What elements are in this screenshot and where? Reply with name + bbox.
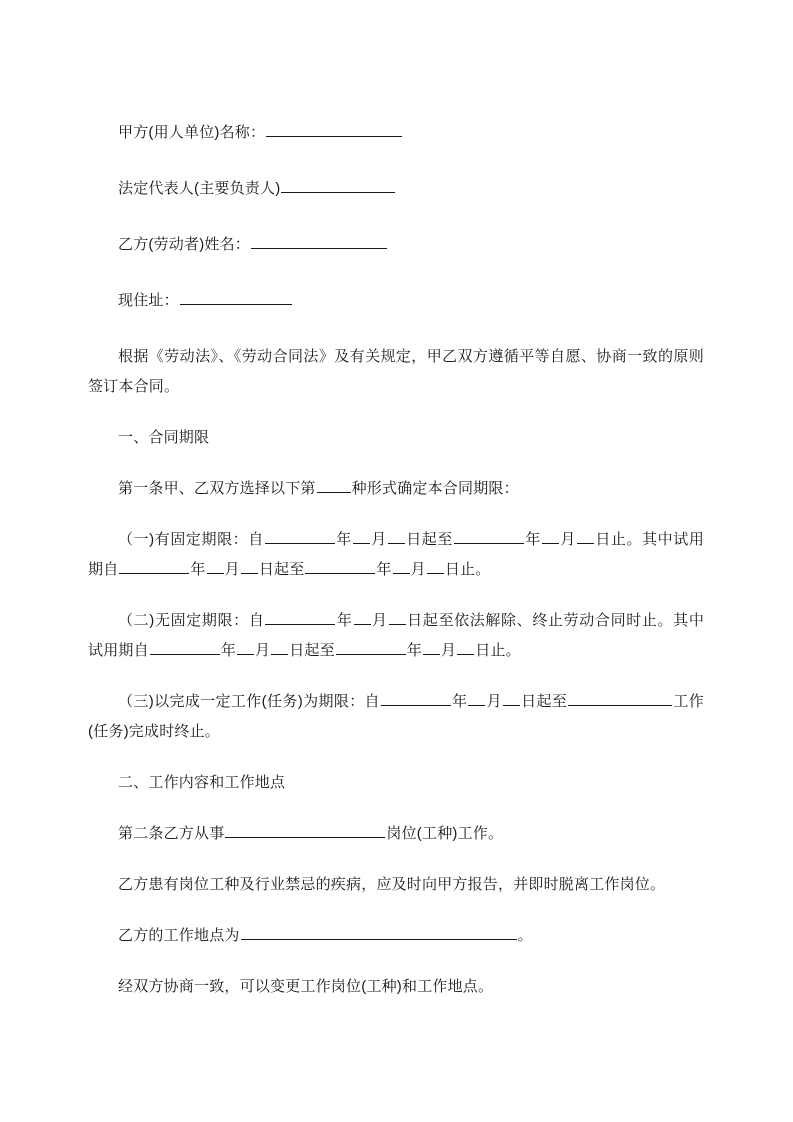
text-run: 日起至 xyxy=(289,642,335,659)
text-run: 日起至 xyxy=(405,531,453,548)
fill-in-blank[interactable] xyxy=(389,609,406,625)
text-run: 年 xyxy=(524,531,541,548)
text-run: 种形式确定本合同期限： xyxy=(351,480,519,497)
fill-in-blank[interactable] xyxy=(305,558,375,574)
text-run: （三)以完成一定工作(任务)为期限：自 xyxy=(118,693,380,710)
field-line-2 xyxy=(88,174,704,204)
fill-in-blank[interactable] xyxy=(271,639,288,655)
text-run: （二)无固定期限：自 xyxy=(118,612,265,629)
fill-in-blank[interactable] xyxy=(317,477,351,493)
text-run: 月 xyxy=(224,561,240,578)
text-run: 月 xyxy=(486,693,502,710)
text-run: 乙方(劳动者)姓名： xyxy=(118,236,250,253)
field-line-4 xyxy=(88,286,704,316)
fill-in-blank[interactable] xyxy=(336,639,406,655)
preamble-paragraph xyxy=(88,342,704,402)
text-run: 日止。 xyxy=(444,561,491,578)
text-run: 月 xyxy=(371,612,388,629)
text-run: 年 xyxy=(220,642,237,659)
text-run: 年 xyxy=(335,531,352,548)
text-run: 日起至依法解除、终止劳动合同时止。其中试用期自 xyxy=(88,612,705,659)
clause-2-health xyxy=(88,870,704,900)
text-run: 工作(任务)完成时终止。 xyxy=(88,693,704,740)
fill-in-blank[interactable] xyxy=(119,558,189,574)
fill-in-blank[interactable] xyxy=(266,121,402,137)
fill-in-blank[interactable] xyxy=(225,822,385,838)
fill-in-blank[interactable] xyxy=(393,558,410,574)
text-run: 第一条甲、乙双方选择以下第 xyxy=(118,480,316,497)
fill-in-blank[interactable] xyxy=(281,177,395,193)
text-run: 日止。 xyxy=(475,642,521,659)
fill-in-blank[interactable] xyxy=(503,690,520,706)
document-body xyxy=(88,118,704,1023)
clause-1-item-3 xyxy=(88,687,704,747)
text-run: 法定代表人(主要负责人) xyxy=(118,180,281,197)
text-run: 一、合同期限 xyxy=(118,429,210,446)
text-run: 岗位(工种)工作。 xyxy=(386,825,504,842)
section-heading-1 xyxy=(88,423,704,453)
text-run: 根据《劳动法》、《劳动合同法》及有关规定，甲乙双方遵循平等自愿、协商一致的原则签订本合同。 xyxy=(88,348,704,395)
clause-1-item-1 xyxy=(88,525,704,585)
fill-in-blank[interactable] xyxy=(381,690,451,706)
field-line-3 xyxy=(88,230,704,260)
fill-in-blank[interactable] xyxy=(542,528,559,544)
fill-in-blank[interactable] xyxy=(241,558,258,574)
text-run: 。 xyxy=(517,927,533,944)
fill-in-blank[interactable] xyxy=(577,528,594,544)
text-run: 月 xyxy=(410,561,426,578)
fill-in-blank[interactable] xyxy=(568,690,672,706)
text-run: 乙方患有岗位工种及行业禁忌的疾病，应及时向甲方报告，并即时脱离工作岗位。 xyxy=(118,876,666,893)
clause-2-change xyxy=(88,972,704,1002)
clause-2 xyxy=(88,819,704,849)
field-line-1 xyxy=(88,118,704,148)
text-run: 月 xyxy=(559,531,576,548)
text-run: 月 xyxy=(255,642,271,659)
text-run: 月 xyxy=(370,531,387,548)
fill-in-blank[interactable] xyxy=(265,609,335,625)
text-run: 经双方协商一致，可以变更工作岗位(工种)和工作地点。 xyxy=(118,978,494,995)
fill-in-blank[interactable] xyxy=(251,233,387,249)
text-run: 现住址： xyxy=(118,292,179,309)
text-run: 年 xyxy=(336,612,353,629)
text-run: 年 xyxy=(376,561,392,578)
text-run: 日起至 xyxy=(258,561,305,578)
fill-in-blank[interactable] xyxy=(454,528,524,544)
text-run: 二、工作内容和工作地点 xyxy=(118,774,286,791)
text-run: 第二条乙方从事 xyxy=(118,825,225,842)
fill-in-blank[interactable] xyxy=(265,528,335,544)
fill-in-blank[interactable] xyxy=(427,558,444,574)
text-run: 年 xyxy=(406,642,423,659)
fill-in-blank[interactable] xyxy=(353,528,370,544)
text-run: 甲方(用人单位)名称： xyxy=(118,124,266,141)
text-run: 月 xyxy=(441,642,457,659)
fill-in-blank[interactable] xyxy=(237,639,254,655)
text-run: 年 xyxy=(190,561,206,578)
clause-1 xyxy=(88,474,704,504)
fill-in-blank[interactable] xyxy=(354,609,371,625)
fill-in-blank[interactable] xyxy=(457,639,474,655)
text-run: 日起至 xyxy=(520,693,568,710)
section-heading-2 xyxy=(88,768,704,798)
fill-in-blank[interactable] xyxy=(423,639,440,655)
text-run: 乙方的工作地点为 xyxy=(118,927,240,944)
clause-2-location xyxy=(88,921,704,951)
text-run: 日止。其中试用期自 xyxy=(88,531,705,578)
clause-1-item-2 xyxy=(88,606,704,666)
fill-in-blank[interactable] xyxy=(150,639,220,655)
text-run: 年 xyxy=(451,693,468,710)
text-run: （一)有固定期限：自 xyxy=(118,531,264,548)
fill-in-blank[interactable] xyxy=(241,924,517,940)
fill-in-blank[interactable] xyxy=(468,690,485,706)
fill-in-blank[interactable] xyxy=(388,528,405,544)
fill-in-blank[interactable] xyxy=(207,558,224,574)
fill-in-blank[interactable] xyxy=(180,289,292,305)
